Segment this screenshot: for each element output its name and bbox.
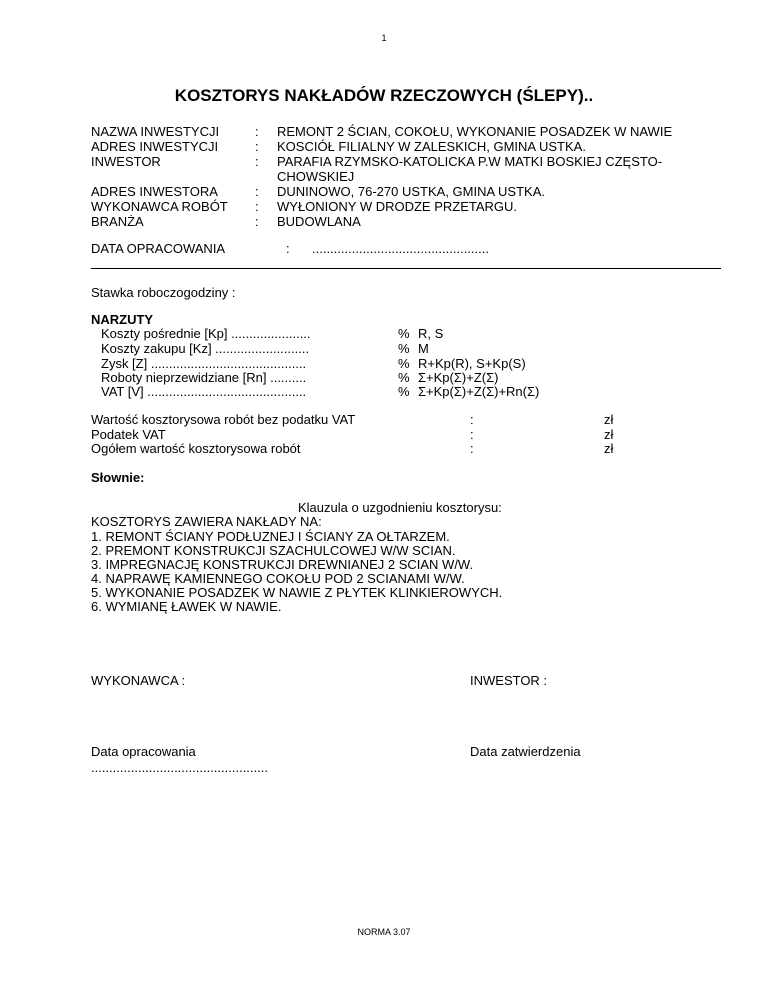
wykonawca-signature-label: WYKONAWCA : — [91, 673, 186, 688]
data-opracowania-sep: : — [286, 241, 290, 256]
stawka-label: Stawka roboczogodziny : — [91, 285, 236, 300]
narzut-unit: % — [398, 326, 410, 341]
field-value: DUNINOWO, 76-270 USTKA, GMINA USTKA. — [277, 184, 545, 199]
narzut-label: VAT [V] ............................................ — [101, 384, 307, 399]
narzut-base: R, S — [418, 326, 444, 341]
narzut-label: Zysk [Z] ........................................... — [101, 356, 307, 371]
total-currency: zł — [604, 412, 614, 427]
field-label: ADRES INWESTORA — [91, 184, 218, 199]
field-sep: : — [255, 214, 259, 229]
narzut-unit: % — [398, 384, 410, 399]
field-value: KOSCIÓŁ FILIALNY W ZALESKICH, GMINA USTKA. — [277, 139, 586, 154]
field-value-continuation: CHOWSKIEJ — [277, 169, 355, 184]
field-value: WYŁONIONY W DRODZE PRZETARGU. — [277, 199, 518, 214]
list-item: 1. REMONT ŚCIANY PODŁUZNEJ I ŚCIANY ZA OŁTARZEM. — [91, 529, 450, 544]
document-title: KOSZTORYS NAKŁADÓW RZECZOWYCH (ŚLEPY).. — [174, 86, 594, 105]
narzut-unit: % — [398, 356, 410, 371]
field-value: BUDOWLANA — [277, 214, 361, 229]
narzut-label: Roboty nieprzewidziane [Rn] .......... — [101, 370, 307, 385]
total-sep: : — [470, 441, 474, 456]
page-number: 1 — [381, 33, 387, 43]
data-opracowania-value: ................................................. — [312, 241, 489, 256]
narzuty-heading: NARZUTY — [91, 312, 154, 327]
field-sep: : — [255, 124, 259, 139]
narzut-label: Koszty pośrednie [Kp] ...................... — [101, 326, 311, 341]
field-label: NAZWA INWESTYCJI — [91, 124, 220, 139]
klauzula-heading: Klauzula o uzgodnieniu kosztorysu: — [298, 500, 502, 515]
divider — [91, 268, 721, 269]
field-sep: : — [255, 154, 259, 169]
narzut-unit: % — [398, 341, 410, 356]
narzut-base: M — [418, 341, 429, 356]
data-opracowania-label: DATA OPRACOWANIA — [91, 241, 226, 256]
narzut-base: Σ+Kp(Σ)+Z(Σ) — [418, 370, 499, 385]
field-sep: : — [255, 139, 259, 154]
narzut-label: Koszty zakupu [Kz] .......................... — [101, 341, 310, 356]
signature-dots: ................................................. — [91, 760, 268, 775]
total-label: Ogółem wartość kosztorysowa robót — [91, 441, 301, 456]
field-sep: : — [255, 184, 259, 199]
inwestor-signature-label: INWESTOR : — [470, 673, 548, 688]
total-sep: : — [470, 412, 474, 427]
field-label: ADRES INWESTYCJI — [91, 139, 219, 154]
list-item: 2. PREMONT KONSTRUKCJI SZACHULCOWEJ W/W SCIAN. — [91, 543, 456, 558]
total-label: Podatek VAT — [91, 427, 166, 442]
footer-norma: NORMA 3.07 — [357, 927, 411, 937]
field-value: PARAFIA RZYMSKO-KATOLICKA P.W MATKI BOSKIEJ CZĘSTO- — [277, 154, 663, 169]
field-sep: : — [255, 199, 259, 214]
list-item: 3. IMPREGNACJĘ KONSTRUKCJI DREWNIANEJ 2 SCIAN W/W. — [91, 557, 474, 572]
field-label: BRANŻA — [91, 214, 144, 229]
field-value: REMONT 2 ŚCIAN, COKOŁU, WYKONANIE POSADZEK W NAWIE — [277, 124, 673, 139]
total-currency: zł — [604, 427, 614, 442]
zawiera-heading: KOSZTORYS ZAWIERA NAKŁADY NA: — [91, 514, 322, 529]
field-label: INWESTOR — [91, 154, 161, 169]
total-currency: zł — [604, 441, 614, 456]
list-item: 4. NAPRAWĘ KAMIENNEGO COKOŁU POD 2 SCIANAMI W/W. — [91, 571, 465, 586]
slownie-label: Słownie: — [91, 470, 145, 485]
narzut-unit: % — [398, 370, 410, 385]
field-label: WYKONAWCA ROBÓT — [91, 199, 228, 214]
total-sep: : — [470, 427, 474, 442]
data-opracowania-signature: Data opracowania — [91, 744, 196, 759]
list-item: 6. WYMIANĘ ŁAWEK W NAWIE. — [91, 599, 282, 614]
list-item: 5. WYKONANIE POSADZEK W NAWIE Z PŁYTEK KLINKIEROWYCH. — [91, 585, 503, 600]
narzut-base: Σ+Kp(Σ)+Z(Σ)+Rn(Σ) — [418, 384, 540, 399]
data-zatwierdzenia-signature: Data zatwierdzenia — [470, 744, 581, 759]
narzut-base: R+Kp(R), S+Kp(S) — [418, 356, 526, 371]
total-label: Wartość kosztorysowa robót bez podatku VAT — [91, 412, 356, 427]
